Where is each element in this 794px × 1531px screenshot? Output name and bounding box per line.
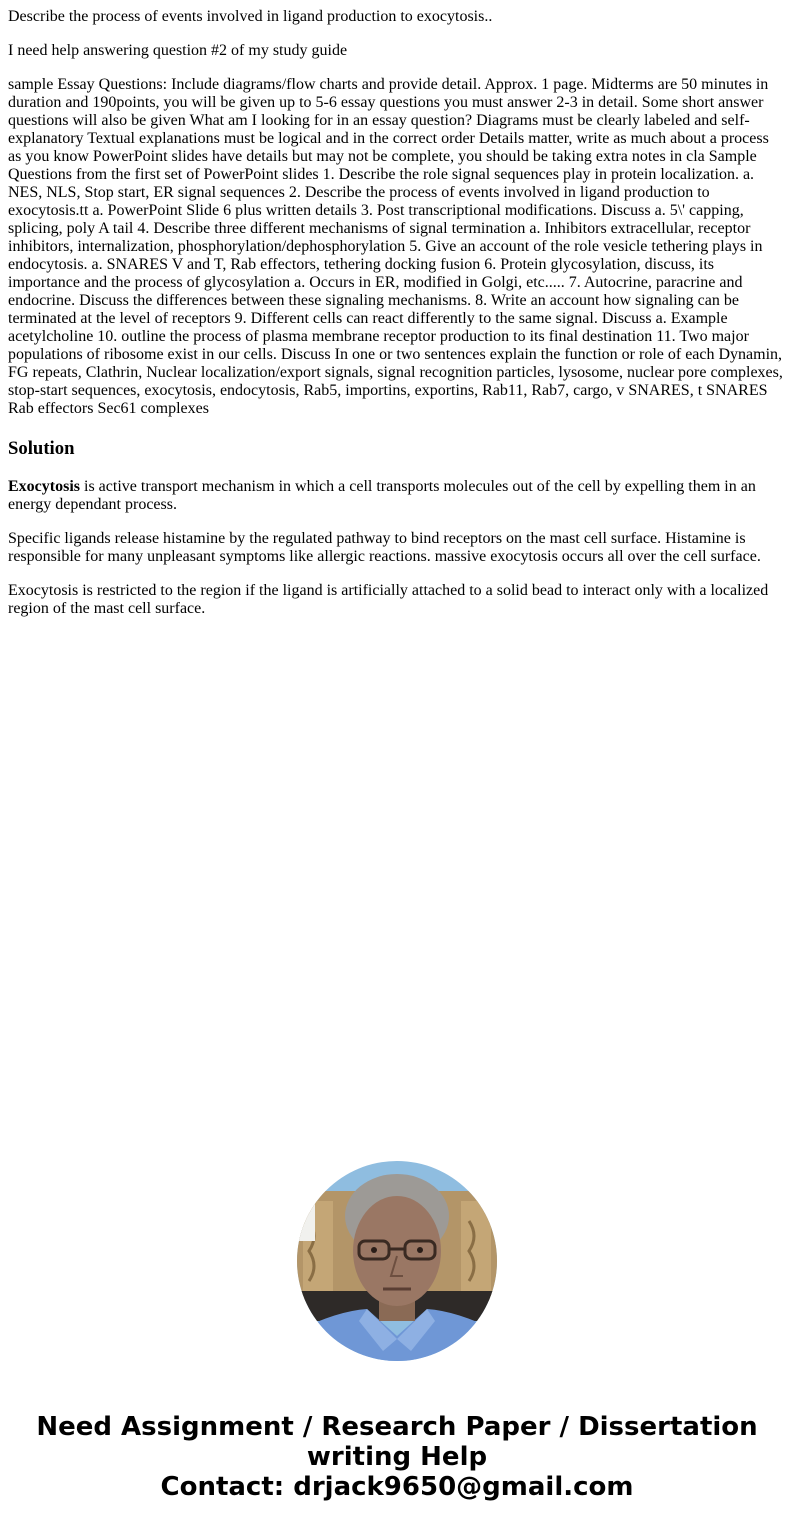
question-subtitle: I need help answering question #2 of my study guide [8,42,348,59]
question-title: Describe the process of events involved in ligand production to exocytosis.. [8,8,493,25]
solution-paragraph-1 [8,478,786,514]
person-photo-icon [297,1161,497,1361]
document-content [0,8,794,618]
promo-line-1: Need Assignment / Research Paper / Dissertation [36,1412,758,1442]
solution-paragraph-3: Exocytosis is restricted to the region if the ligand is artificially attached to a solid bead to interact only with a localized region of the mast cell surface. [8,582,769,617]
promo-banner [0,1412,794,1502]
solution-heading: Solution [8,438,75,459]
question-body: sample Essay Questions: Include diagrams/flow charts and provide detail. Approx. 1 page. Midterms are 50 minutes in duration and 190points, you will be given up to 5-6 essay questions you must answer 2-3 in detail. Some short answer questions will also be given What am I looking for in an essay question? Diagrams must be clearly labeled and self-explanatory Textual explanations must be logical and in the correct order Details matter, write as much about a process as you know PowerPoint slides have details but may not be complete, you should be taking extra notes in cla Sample Questions from the first set of PowerPoint slides 1. Describe the role signal sequences play in protein localization. a. NES, NLS, Stop start, ER signal sequences 2. Describe the process of events involved in ligand production to exocytosis.tt a. PowerPoint Slide 6 plus written details 3. Post transcriptional modifications. Discuss a. 5\' capping, splicing, poly A tail 4. Describe three different mechanisms of signal termination a. Inhibitors extracellular, receptor inhibitors, internalization, phosphorylation/dephosphorylation 5. Give an account of the role vesicle tethering plays in endocytosis. a. SNARES V and T, Rab effectors, tethering docking fusion 6. Protein glycosylation, discuss, its importance and the process of glycosylation a. Occurs in ER, modified in Golgi, etc..... 7. Autocrine, paracrine and endocrine. Discuss the differences between these signaling mechanisms. 8. Write an account how signaling can be terminated at the level of receptors 9. Different cells can react differently to the same signal. Discuss a. Example acetylcholine 10. outline the process of plasma membrane receptor production to its final destination 11. Two major populations of ribosome exist in our cells. Discuss In one or two sentences explain the function or role of each Dynamin, FG repeats, Clathrin, Nuclear localization/export signals, signal recognition particles, lysosome, nuclear pore complexes, stop-start sequences, exocytosis, endocytosis, Rab5, importins, exportins, Rab11, Rab7, cargo, v SNARES, t SNARES Rab effectors Sec61 complexes [8,76,783,417]
solution-paragraph-2: Specific ligands release histamine by the regulated pathway to bind receptors on the mast cell surface. Histamine is responsible for many unpleasant symptoms like allergic reactions. massive exocytosis occurs all over the cell surface. [8,530,761,565]
solution-paragraph-1-text: is active transport mechanism in which a cell transports molecules out of the cell by expelling them in an energy dependant process. [8,478,756,513]
avatar [297,1161,497,1361]
promo-line-2: writing Help [306,1442,488,1472]
solution-term-bold: Exocytosis [8,478,80,495]
promo-contact-email: Contact: drjack9650@gmail.com [160,1472,634,1502]
